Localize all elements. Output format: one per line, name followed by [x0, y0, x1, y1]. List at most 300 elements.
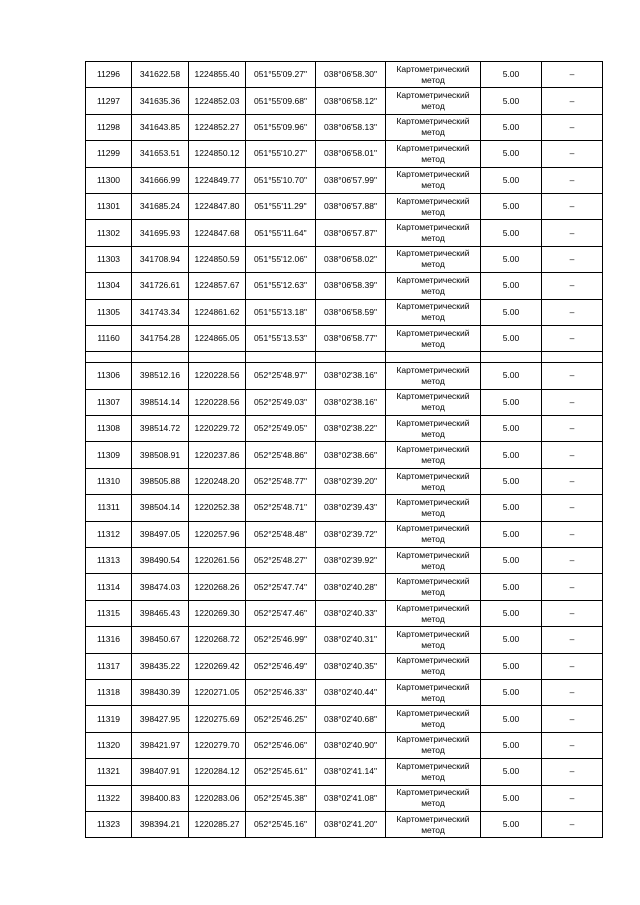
point-number-cell: 11317 — [86, 653, 132, 679]
y-coordinate-cell: 1220268.72 — [189, 627, 246, 653]
method-line-2: метод — [421, 180, 445, 191]
note-cell: – — [542, 141, 603, 167]
point-number-cell: 11308 — [86, 416, 132, 442]
latitude-cell: 051°55'10.27" — [246, 141, 316, 167]
x-coordinate-cell: 398474.03 — [132, 574, 189, 600]
empty-cell — [86, 352, 132, 363]
latitude-cell: 052°25'48.86" — [246, 442, 316, 468]
y-coordinate-cell: 1224861.62 — [189, 299, 246, 325]
method-line-2: метод — [421, 153, 445, 164]
table-row — [86, 416, 603, 442]
point-number-cell: 11309 — [86, 442, 132, 468]
note-cell: – — [542, 732, 603, 758]
y-coordinate-cell: 1220283.06 — [189, 785, 246, 811]
accuracy-cell: 5.00 — [481, 627, 542, 653]
accuracy-cell: 5.00 — [481, 732, 542, 758]
method-line-1: Картометрический — [396, 576, 470, 587]
table-row — [86, 62, 603, 88]
note-cell: – — [542, 416, 603, 442]
note-cell: – — [542, 167, 603, 193]
method-cell — [386, 574, 481, 600]
longitude-cell: 038°02'40.33" — [316, 600, 386, 626]
latitude-cell: 052°25'49.03" — [246, 389, 316, 415]
longitude-cell: 038°02'40.44" — [316, 679, 386, 705]
y-coordinate-cell: 1220252.38 — [189, 495, 246, 521]
table-row — [86, 811, 603, 837]
x-coordinate-cell: 341743.34 — [132, 299, 189, 325]
x-coordinate-cell: 341708.94 — [132, 246, 189, 272]
method-cell — [386, 141, 481, 167]
method-cell — [386, 62, 481, 88]
y-coordinate-cell: 1224847.80 — [189, 193, 246, 219]
accuracy-cell: 5.00 — [481, 574, 542, 600]
point-number-cell: 11301 — [86, 193, 132, 219]
point-number-cell: 11304 — [86, 273, 132, 299]
x-coordinate-cell: 398508.91 — [132, 442, 189, 468]
longitude-cell: 038°06'58.01" — [316, 141, 386, 167]
y-coordinate-cell: 1220229.72 — [189, 416, 246, 442]
table-row — [86, 220, 603, 246]
method-line-2: метод — [421, 428, 445, 439]
note-cell: – — [542, 325, 603, 351]
x-coordinate-cell: 398504.14 — [132, 495, 189, 521]
longitude-cell: 038°02'39.72" — [316, 521, 386, 547]
longitude-cell: 038°02'40.90" — [316, 732, 386, 758]
longitude-cell: 038°06'57.99" — [316, 167, 386, 193]
table-row — [86, 548, 603, 574]
point-number-cell: 11300 — [86, 167, 132, 193]
method-cell — [386, 273, 481, 299]
y-coordinate-cell: 1220275.69 — [189, 706, 246, 732]
longitude-cell: 038°06'58.12" — [316, 88, 386, 114]
table-row — [86, 521, 603, 547]
y-coordinate-cell: 1220284.12 — [189, 759, 246, 785]
point-number-cell: 11306 — [86, 363, 132, 389]
table-row — [86, 574, 603, 600]
method-cell — [386, 220, 481, 246]
table-row — [86, 653, 603, 679]
y-coordinate-cell: 1220271.05 — [189, 679, 246, 705]
table-row — [86, 88, 603, 114]
accuracy-cell: 5.00 — [481, 299, 542, 325]
table-row — [86, 442, 603, 468]
method-line-2: метод — [421, 613, 445, 624]
x-coordinate-cell: 341666.99 — [132, 167, 189, 193]
note-cell: – — [542, 114, 603, 140]
y-coordinate-cell: 1220261.56 — [189, 548, 246, 574]
note-cell: – — [542, 574, 603, 600]
latitude-cell: 052°25'48.27" — [246, 548, 316, 574]
table-row — [86, 141, 603, 167]
method-cell — [386, 299, 481, 325]
longitude-cell: 038°06'58.13" — [316, 114, 386, 140]
method-cell — [386, 325, 481, 351]
method-line-1: Картометрический — [396, 708, 470, 719]
accuracy-cell: 5.00 — [481, 167, 542, 193]
table-row — [86, 193, 603, 219]
method-cell — [386, 246, 481, 272]
latitude-cell: 052°25'48.77" — [246, 468, 316, 494]
group-separator-row — [86, 352, 603, 363]
latitude-cell: 051°55'11.64" — [246, 220, 316, 246]
latitude-cell: 052°25'49.05" — [246, 416, 316, 442]
longitude-cell: 038°06'58.39" — [316, 273, 386, 299]
point-number-cell: 11320 — [86, 732, 132, 758]
method-cell — [386, 389, 481, 415]
method-line-1: Картометрический — [396, 681, 470, 692]
longitude-cell: 038°02'41.08" — [316, 785, 386, 811]
note-cell: – — [542, 88, 603, 114]
x-coordinate-cell: 341685.24 — [132, 193, 189, 219]
note-cell: – — [542, 600, 603, 626]
latitude-cell: 052°25'46.25" — [246, 706, 316, 732]
empty-cell — [542, 352, 603, 363]
method-cell — [386, 495, 481, 521]
method-line-2: метод — [421, 206, 445, 217]
method-line-1: Картометрический — [396, 470, 470, 481]
x-coordinate-cell: 398512.16 — [132, 363, 189, 389]
accuracy-cell: 5.00 — [481, 88, 542, 114]
table-row — [86, 389, 603, 415]
table-row — [86, 363, 603, 389]
table-row — [86, 325, 603, 351]
table-row — [86, 114, 603, 140]
empty-cell — [316, 352, 386, 363]
x-coordinate-cell: 398430.39 — [132, 679, 189, 705]
accuracy-cell: 5.00 — [481, 706, 542, 732]
y-coordinate-cell: 1224855.40 — [189, 62, 246, 88]
point-number-cell: 11310 — [86, 468, 132, 494]
y-coordinate-cell: 1220228.56 — [189, 363, 246, 389]
empty-cell — [132, 352, 189, 363]
accuracy-cell: 5.00 — [481, 521, 542, 547]
x-coordinate-cell: 341635.36 — [132, 88, 189, 114]
method-line-1: Картометрический — [396, 787, 470, 798]
method-line-2: метод — [421, 481, 445, 492]
table-row — [86, 495, 603, 521]
accuracy-cell: 5.00 — [481, 389, 542, 415]
method-line-2: метод — [421, 312, 445, 323]
point-number-cell: 11302 — [86, 220, 132, 246]
point-number-cell: 11303 — [86, 246, 132, 272]
table-row — [86, 759, 603, 785]
method-cell — [386, 468, 481, 494]
accuracy-cell: 5.00 — [481, 141, 542, 167]
note-cell: – — [542, 363, 603, 389]
point-number-cell: 11314 — [86, 574, 132, 600]
latitude-cell: 052°25'46.99" — [246, 627, 316, 653]
note-cell: – — [542, 299, 603, 325]
longitude-cell: 038°02'39.92" — [316, 548, 386, 574]
x-coordinate-cell: 341622.58 — [132, 62, 189, 88]
y-coordinate-cell: 1220269.42 — [189, 653, 246, 679]
longitude-cell: 038°06'58.59" — [316, 299, 386, 325]
accuracy-cell: 5.00 — [481, 114, 542, 140]
y-coordinate-cell: 1220248.20 — [189, 468, 246, 494]
method-cell — [386, 627, 481, 653]
method-line-1: Картометрический — [396, 248, 470, 259]
accuracy-cell: 5.00 — [481, 246, 542, 272]
method-line-1: Картометрический — [396, 195, 470, 206]
note-cell: – — [542, 468, 603, 494]
y-coordinate-cell: 1220279.70 — [189, 732, 246, 758]
latitude-cell: 052°25'46.49" — [246, 653, 316, 679]
accuracy-cell: 5.00 — [481, 363, 542, 389]
table-row — [86, 732, 603, 758]
method-line-2: метод — [421, 666, 445, 677]
latitude-cell: 052°25'45.38" — [246, 785, 316, 811]
method-cell — [386, 811, 481, 837]
method-cell — [386, 679, 481, 705]
table-row — [86, 679, 603, 705]
latitude-cell: 052°25'45.61" — [246, 759, 316, 785]
method-line-1: Картометрический — [396, 628, 470, 639]
latitude-cell: 051°55'12.63" — [246, 273, 316, 299]
longitude-cell: 038°02'41.14" — [316, 759, 386, 785]
point-number-cell: 11305 — [86, 299, 132, 325]
point-number-cell: 11313 — [86, 548, 132, 574]
longitude-cell: 038°02'40.35" — [316, 653, 386, 679]
method-cell — [386, 167, 481, 193]
method-line-2: метод — [421, 507, 445, 518]
point-number-cell: 11299 — [86, 141, 132, 167]
x-coordinate-cell: 341726.61 — [132, 273, 189, 299]
y-coordinate-cell: 1220285.27 — [189, 811, 246, 837]
x-coordinate-cell: 398490.54 — [132, 548, 189, 574]
x-coordinate-cell: 341653.51 — [132, 141, 189, 167]
empty-cell — [386, 352, 481, 363]
longitude-cell: 038°02'41.20" — [316, 811, 386, 837]
accuracy-cell: 5.00 — [481, 273, 542, 299]
latitude-cell: 052°25'48.97" — [246, 363, 316, 389]
accuracy-cell: 5.00 — [481, 416, 542, 442]
method-line-2: метод — [421, 375, 445, 386]
note-cell: – — [542, 220, 603, 246]
x-coordinate-cell: 398514.72 — [132, 416, 189, 442]
longitude-cell: 038°02'38.16" — [316, 389, 386, 415]
y-coordinate-cell: 1220268.26 — [189, 574, 246, 600]
x-coordinate-cell: 398514.14 — [132, 389, 189, 415]
point-number-cell: 11316 — [86, 627, 132, 653]
note-cell: – — [542, 627, 603, 653]
point-number-cell: 11160 — [86, 325, 132, 351]
longitude-cell: 038°02'39.43" — [316, 495, 386, 521]
accuracy-cell: 5.00 — [481, 653, 542, 679]
method-line-2: метод — [421, 587, 445, 598]
method-line-2: метод — [421, 560, 445, 571]
coordinates-table — [85, 61, 603, 838]
latitude-cell: 052°25'47.46" — [246, 600, 316, 626]
method-line-1: Картометрический — [396, 523, 470, 534]
method-line-1: Картометрический — [396, 90, 470, 101]
method-line-2: метод — [421, 259, 445, 270]
x-coordinate-cell: 398421.97 — [132, 732, 189, 758]
point-number-cell: 11307 — [86, 389, 132, 415]
method-line-1: Картометрический — [396, 327, 470, 338]
longitude-cell: 038°02'38.16" — [316, 363, 386, 389]
x-coordinate-cell: 398465.43 — [132, 600, 189, 626]
method-line-2: метод — [421, 771, 445, 782]
method-line-2: метод — [421, 798, 445, 809]
method-cell — [386, 548, 481, 574]
accuracy-cell: 5.00 — [481, 468, 542, 494]
latitude-cell: 051°55'09.27" — [246, 62, 316, 88]
y-coordinate-cell: 1224849.77 — [189, 167, 246, 193]
method-cell — [386, 600, 481, 626]
longitude-cell: 038°02'38.22" — [316, 416, 386, 442]
x-coordinate-cell: 341643.85 — [132, 114, 189, 140]
method-cell — [386, 706, 481, 732]
table-row — [86, 627, 603, 653]
method-cell — [386, 653, 481, 679]
method-cell — [386, 732, 481, 758]
method-line-2: метод — [421, 402, 445, 413]
empty-cell — [246, 352, 316, 363]
x-coordinate-cell: 398497.05 — [132, 521, 189, 547]
accuracy-cell: 5.00 — [481, 220, 542, 246]
accuracy-cell: 5.00 — [481, 600, 542, 626]
x-coordinate-cell: 341695.93 — [132, 220, 189, 246]
method-cell — [386, 88, 481, 114]
method-line-1: Картометрический — [396, 301, 470, 312]
method-line-2: метод — [421, 719, 445, 730]
latitude-cell: 051°55'09.68" — [246, 88, 316, 114]
method-line-1: Картометрический — [396, 63, 470, 74]
accuracy-cell: 5.00 — [481, 759, 542, 785]
method-line-1: Картометрический — [396, 142, 470, 153]
point-number-cell: 11319 — [86, 706, 132, 732]
table-row — [86, 273, 603, 299]
method-cell — [386, 416, 481, 442]
note-cell: – — [542, 62, 603, 88]
longitude-cell: 038°02'38.66" — [316, 442, 386, 468]
y-coordinate-cell: 1224850.59 — [189, 246, 246, 272]
method-line-1: Картометрический — [396, 602, 470, 613]
latitude-cell: 052°25'46.33" — [246, 679, 316, 705]
method-line-1: Картометрический — [396, 169, 470, 180]
method-line-2: метод — [421, 745, 445, 756]
method-line-2: метод — [421, 692, 445, 703]
method-line-1: Картометрический — [396, 813, 470, 824]
empty-cell — [189, 352, 246, 363]
y-coordinate-cell: 1220228.56 — [189, 389, 246, 415]
method-line-1: Картометрический — [396, 274, 470, 285]
latitude-cell: 051°55'10.70" — [246, 167, 316, 193]
note-cell: – — [542, 389, 603, 415]
latitude-cell: 051°55'12.06" — [246, 246, 316, 272]
longitude-cell: 038°06'58.02" — [316, 246, 386, 272]
longitude-cell: 038°06'57.88" — [316, 193, 386, 219]
note-cell: – — [542, 811, 603, 837]
method-line-1: Картометрический — [396, 391, 470, 402]
note-cell: – — [542, 548, 603, 574]
latitude-cell: 051°55'13.18" — [246, 299, 316, 325]
method-line-2: метод — [421, 455, 445, 466]
table-row — [86, 468, 603, 494]
x-coordinate-cell: 398427.95 — [132, 706, 189, 732]
point-number-cell: 11322 — [86, 785, 132, 811]
y-coordinate-cell: 1220269.30 — [189, 600, 246, 626]
method-line-1: Картометрический — [396, 655, 470, 666]
accuracy-cell: 5.00 — [481, 495, 542, 521]
point-number-cell: 11311 — [86, 495, 132, 521]
method-cell — [386, 193, 481, 219]
longitude-cell: 038°06'57.87" — [316, 220, 386, 246]
point-number-cell: 11297 — [86, 88, 132, 114]
method-cell — [386, 114, 481, 140]
y-coordinate-cell: 1220237.86 — [189, 442, 246, 468]
coordinates-table-body — [86, 62, 603, 838]
table-row — [86, 706, 603, 732]
note-cell: – — [542, 679, 603, 705]
method-line-2: метод — [421, 639, 445, 650]
method-line-2: метод — [421, 101, 445, 112]
accuracy-cell: 5.00 — [481, 548, 542, 574]
y-coordinate-cell: 1224852.27 — [189, 114, 246, 140]
x-coordinate-cell: 398505.88 — [132, 468, 189, 494]
accuracy-cell: 5.00 — [481, 325, 542, 351]
method-line-2: метод — [421, 338, 445, 349]
method-cell — [386, 785, 481, 811]
method-cell — [386, 363, 481, 389]
y-coordinate-cell: 1220257.96 — [189, 521, 246, 547]
x-coordinate-cell: 341754.28 — [132, 325, 189, 351]
accuracy-cell: 5.00 — [481, 785, 542, 811]
method-line-1: Картометрический — [396, 549, 470, 560]
longitude-cell: 038°02'40.68" — [316, 706, 386, 732]
method-line-2: метод — [421, 285, 445, 296]
table-row — [86, 785, 603, 811]
note-cell: – — [542, 785, 603, 811]
empty-cell — [481, 352, 542, 363]
point-number-cell: 11315 — [86, 600, 132, 626]
note-cell: – — [542, 495, 603, 521]
method-cell — [386, 521, 481, 547]
note-cell: – — [542, 653, 603, 679]
method-line-1: Картометрический — [396, 444, 470, 455]
table-row — [86, 600, 603, 626]
longitude-cell: 038°02'40.31" — [316, 627, 386, 653]
accuracy-cell: 5.00 — [481, 811, 542, 837]
method-cell — [386, 759, 481, 785]
longitude-cell: 038°06'58.77" — [316, 325, 386, 351]
point-number-cell: 11321 — [86, 759, 132, 785]
point-number-cell: 11323 — [86, 811, 132, 837]
y-coordinate-cell: 1224852.03 — [189, 88, 246, 114]
x-coordinate-cell: 398394.21 — [132, 811, 189, 837]
accuracy-cell: 5.00 — [481, 62, 542, 88]
point-number-cell: 11318 — [86, 679, 132, 705]
table-row — [86, 299, 603, 325]
accuracy-cell: 5.00 — [481, 193, 542, 219]
note-cell: – — [542, 442, 603, 468]
y-coordinate-cell: 1224865.05 — [189, 325, 246, 351]
method-line-1: Картометрический — [396, 760, 470, 771]
method-line-1: Картометрический — [396, 496, 470, 507]
latitude-cell: 052°25'47.74" — [246, 574, 316, 600]
accuracy-cell: 5.00 — [481, 679, 542, 705]
point-number-cell: 11296 — [86, 62, 132, 88]
method-line-2: метод — [421, 233, 445, 244]
method-line-2: метод — [421, 534, 445, 545]
latitude-cell: 051°55'13.53" — [246, 325, 316, 351]
latitude-cell: 052°25'46.06" — [246, 732, 316, 758]
note-cell: – — [542, 521, 603, 547]
longitude-cell: 038°06'58.30" — [316, 62, 386, 88]
table-row — [86, 246, 603, 272]
method-line-1: Картометрический — [396, 417, 470, 428]
method-line-1: Картометрический — [396, 364, 470, 375]
